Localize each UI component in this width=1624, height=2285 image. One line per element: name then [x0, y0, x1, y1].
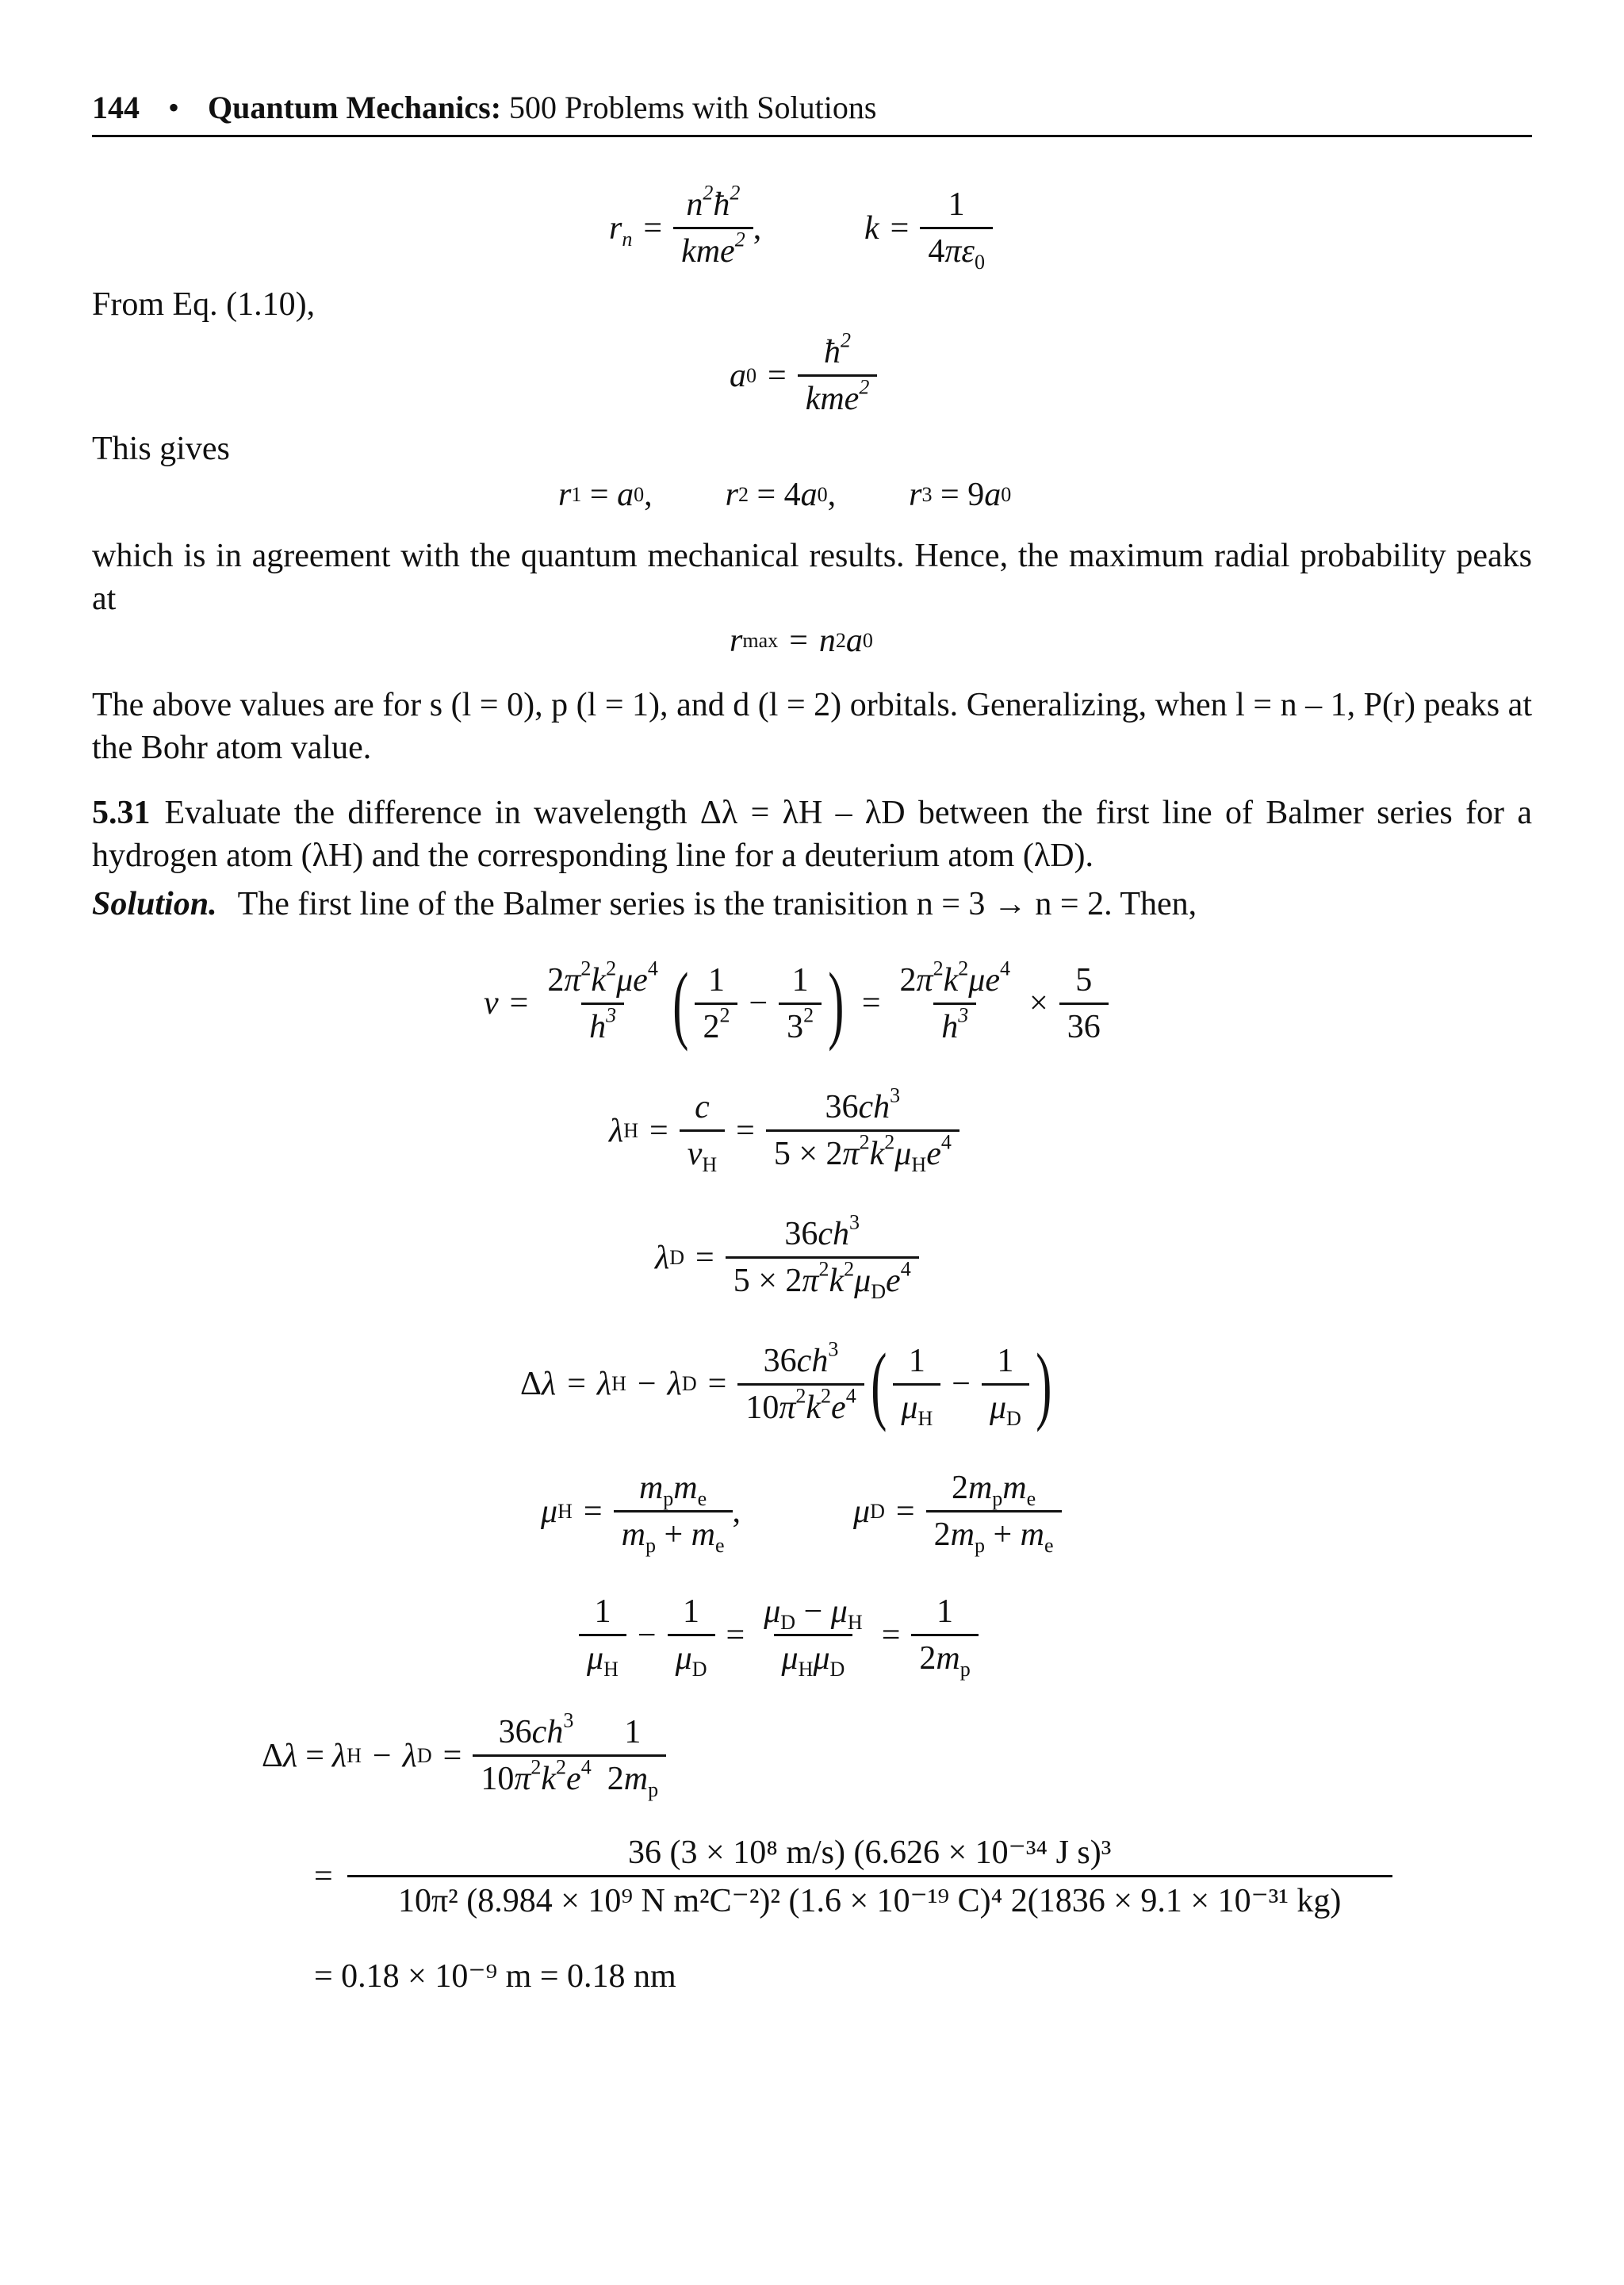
book-title: Quantum Mechanics: [208, 90, 502, 125]
text-this-gives: This gives [92, 431, 230, 467]
header-bullet: • [168, 90, 180, 125]
header-rule [92, 135, 1532, 137]
equation-rmax: r max = n 2 a 0 [730, 623, 873, 659]
equation-bohr-radius: a 0 = $\frac{ħ^2}{kme^2}$ [730, 333, 877, 418]
numeric-denominator: 10π² (8.984 × 10⁹ N m²C⁻²)² (1.6 × 10⁻¹⁹ C)⁴ 2(1836 × 9.1 × 10⁻³¹ kg) [347, 1875, 1392, 1920]
equation-mu-d: μ D = $\frac{2m_pm_e}{2m_p + m_e}$ [853, 1469, 1062, 1554]
equation-mu-h: μ H = $\frac{m_pm_e}{m_p + m_e}$ , [541, 1470, 741, 1558]
problem-text: Evaluate the difference in wavelength Δλ = λH – λD between the first line of Balmer series for a hydrogen atom (λH) and the corresponding line for a deuterium atom (λD). [92, 795, 1532, 874]
text-from-eq: From Eq. (1.10), [92, 286, 316, 323]
equation-lambda-h: λ H = $\frac{c}{\nu_H}$ = $\frac{36ch^3}{5 \times 2\pi^2k^2\mu_He^4}$ [609, 1088, 959, 1173]
equation-delta-lambda-final: Δ λ = λ H − λ D = $\frac{36ch^3}{10\pi^2k^2e^4}$ $\frac{1}{2m_p}$ [262, 1713, 666, 1798]
equation-radius-n: $r_n$ = $\frac{n^2ħ^2}{kme^2}$ , [609, 181, 762, 270]
page-number: 144 [92, 90, 140, 125]
solution-label: Solution. [92, 886, 217, 922]
solution-text: The first line of the Balmer series is the tranisition n = 3 → n = 2. Then, [237, 886, 1197, 922]
equation-nu: ν = $\frac{2\pi^2k^2\mu e^4}{h^3}$ ( $\frac{1}{2^2}$ − $\frac{1}{3^2}$ ) = $\frac{2\pi^2k^2\mu e^4}{h^3}$ × $\frac{5}{36}$ [484, 960, 1109, 1047]
paragraph-orbitals: The above values are for s (l = 0), p (l = 1), and d (l = 2) orbitals. Generalizing, when l = n – 1, P(r) peaks at the Bohr atom value. [92, 687, 1532, 766]
paragraph-agreement: which is in agreement with the quantum mechanical results. Hence, the maximum radial probability peaks at [92, 538, 1532, 617]
problem-statement [92, 792, 1532, 877]
book-subtitle: 500 Problems with Solutions [509, 90, 877, 125]
numeric-numerator: 36 (3 × 10⁸ m/s) (6.626 × 10⁻³⁴ J s)³ [628, 1835, 1112, 1871]
equation-delta-lambda: Δ λ = λ H − λ D = $\frac{36ch^3}{10\pi^2k^2e^4}$ ( $\frac{1}{\mu_H}$ − $\frac{1}{\mu_D}$ ) [520, 1336, 1052, 1432]
equation-radii: r 1 = a 0 , r 2 = 4 a 0 , r 3 = 9 a 0 [558, 477, 1012, 513]
equation-k-constant: k = $\frac{1}{4\pi\varepsilon_0}$ [864, 186, 993, 270]
solution-line [92, 885, 1197, 923]
equation-lambda-d: λ D = $\frac{36ch^3}{5 \times 2\pi^2k^2\mu_De^4}$ [655, 1215, 919, 1300]
running-header [92, 89, 876, 126]
problem-number: 5.31 [92, 795, 151, 831]
equation-mu-difference: $\frac{1}{\mu_H}$ − $\frac{1}{\mu_D}$ = $\frac{\mu_D - \mu_H}{\mu_H\mu_D}$ = $\frac{1}{2m_p}$ [579, 1593, 979, 1677]
equation-numeric: = 36 (3 × 10⁸ m/s) (6.626 × 10⁻³⁴ J s)³ 10π² (8.984 × 10⁹ N m²C⁻²)² (1.6 × 10⁻¹⁹ C)⁴ 2(1836 × 9.1 × 10⁻³¹ kg) [314, 1832, 1392, 1920]
equation-result: = 0.18 × 10⁻⁹ m = 0.18 nm [314, 1958, 676, 1995]
